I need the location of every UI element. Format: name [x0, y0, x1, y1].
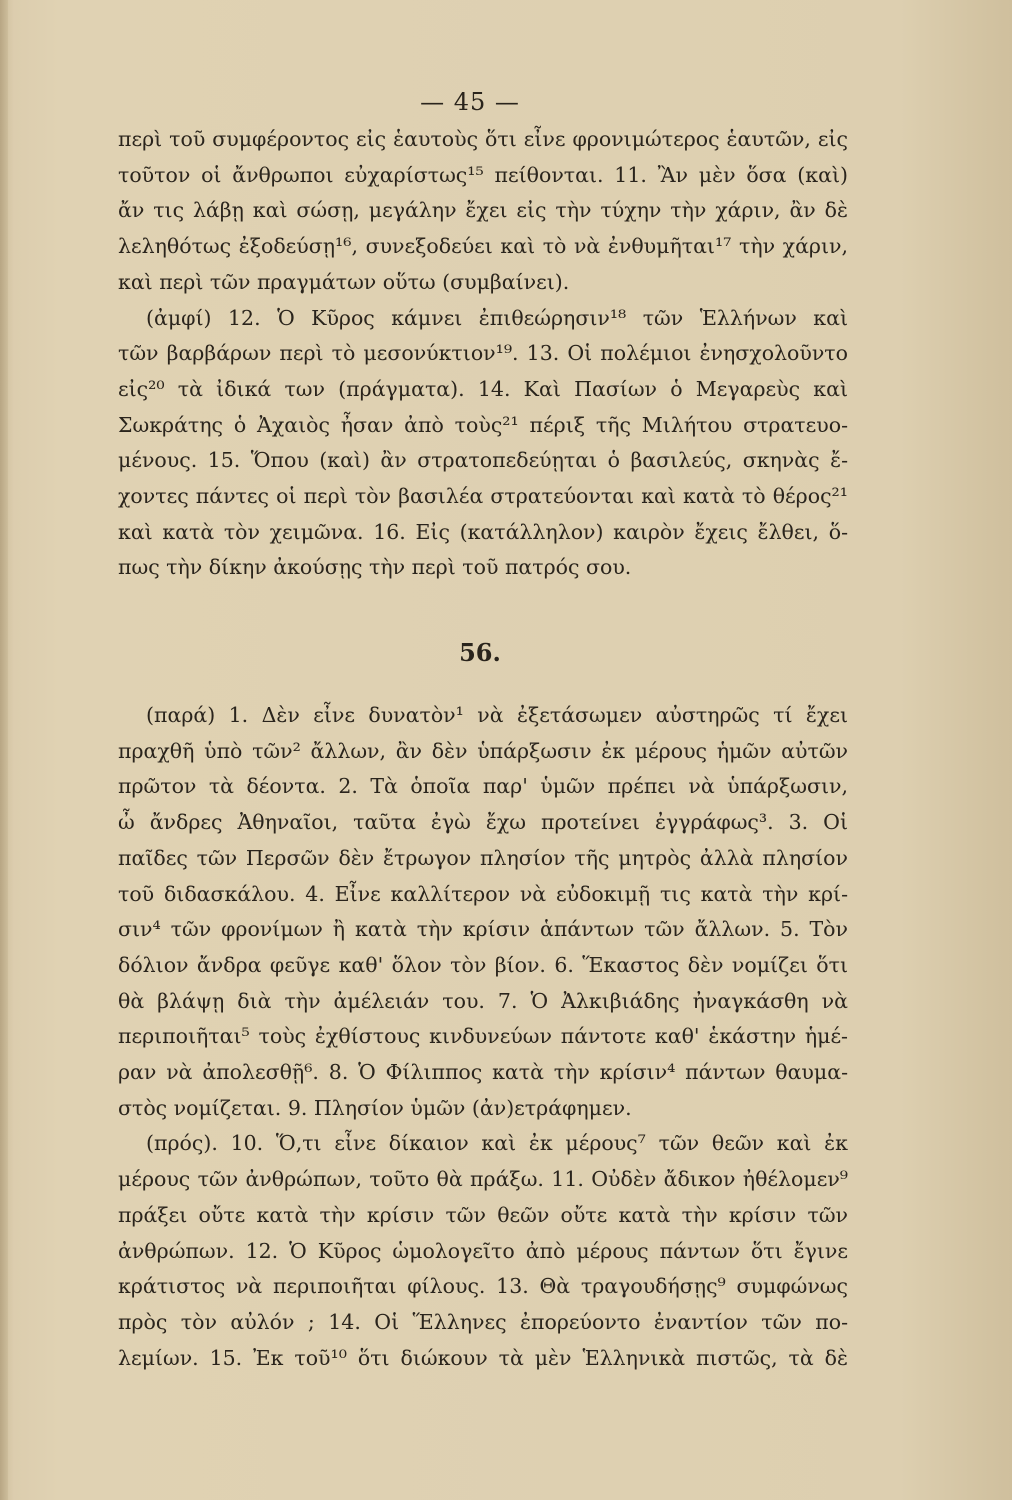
- text-line: λεμίων. 15. Ἐκ τοῦ¹⁰ ὅτι διώκουν τὰ μὲν Ἑλληνικὰ πιστῶς, τὰ δὲ: [118, 1345, 848, 1370]
- text-line: τῶν βαρβάρων περὶ τὸ μεσονύκτιον¹⁹. 13. Οἱ πολέμιοι ἐνησχολοῦντο: [118, 341, 848, 366]
- text-line: τοῦτον οἱ ἄνθρωποι εὐχαρίστως¹⁵ πείθονται. 11. Ἂν μὲν ὅσα (καὶ): [118, 162, 848, 187]
- text-line: θὰ βλάψῃ διὰ τὴν ἀμέλειάν του. 7. Ὁ Ἀλκιβιάδης ἠναγκάσθη νὰ: [118, 988, 848, 1013]
- text-line: πρὸς τὸν αὐλόν ; 14. Οἱ Ἕλληνες ἐπορεύοντο ἐναντίον τῶν πο-: [118, 1309, 848, 1334]
- text-line: σιν⁴ τῶν φρονίμων ἢ κατὰ τὴν κρίσιν ἁπάντων τῶν ἄλλων. 5. Τὸν: [118, 917, 848, 942]
- text-line: κράτιστος νὰ περιποιῆται φίλους. 13. Θὰ τραγουδήσῃς⁹ συμφώνως: [118, 1274, 848, 1299]
- text-line: πράξει οὔτε κατὰ τὴν κρίσιν τῶν θεῶν οὔτε κατὰ τὴν κρίσιν τῶν: [118, 1202, 848, 1227]
- text-line: πως τὴν δίκην ἀκούσῃς τὴν περὶ τοῦ πατρός σου.: [118, 555, 632, 580]
- text-section-55: [118, 122, 848, 586]
- text-line: περιποιῆται⁵ τοὺς ἐχθίστους κινδυνεύων πάντοτε καθ' ἑκάστην ἡμέ-: [118, 1024, 848, 1049]
- text-line: πραχθῆ ὑπὸ τῶν² ἄλλων, ἂν δὲν ὑπάρξωσιν ἐκ μέρους ἡμῶν αὐτῶν: [118, 738, 848, 763]
- text-line: ὦ ἄνδρες Ἀθηναῖοι, ταῦτα ἐγὼ ἔχω προτείνει ἐγγράφως³. 3. Οἱ: [118, 810, 848, 835]
- text-line: χοντες πάντες οἱ περὶ τὸν βασιλέα στρατεύονται καὶ κατὰ τὸ θέρος²¹: [118, 484, 848, 509]
- text-line: δόλιον ἄνδρα φεῦγε καθ' ὅλον τὸν βίον. 6. Ἕκαστος δὲν νομίζει ὅτι: [118, 952, 848, 977]
- text-line: μένους. 15. Ὅπου (καὶ) ἂν στρατοπεδεύῃται ὁ βασιλεύς, σκηνὰς ἔ-: [118, 448, 848, 473]
- text-line: (ἀμφί) 12. Ὁ Κῦρος κάμνει ἐπιθεώρησιν¹⁸ τῶν Ἑλλήνων καὶ: [146, 305, 848, 330]
- text-line: ἀνθρώπων. 12. Ὁ Κῦρος ὡμολογεῖτο ἀπὸ μέρους πάντων ὅτι ἔγινε: [118, 1238, 848, 1263]
- text-line: εἰς²⁰ τὰ ἰδικά των (πράγματα). 14. Καὶ Πασίων ὁ Μεγαρεὺς καὶ: [118, 376, 848, 401]
- text-line: πρῶτον τὰ δέοντα. 2. Τὰ ὁποῖα παρ' ὑμῶν πρέπει νὰ ὑπάρξωσιν,: [118, 774, 848, 799]
- text-line: Σωκράτης ὁ Ἀχαιὸς ἦσαν ἀπὸ τοὺς²¹ πέριξ τῆς Μιλήτου στρατευο-: [118, 412, 848, 437]
- text-section-56: [118, 698, 848, 1376]
- text-line: ραν νὰ ἀπολεσθῇ⁶. 8. Ὁ Φίλιππος κατὰ τὴν κρίσιν⁴ πάντων θαυμα-: [118, 1060, 848, 1085]
- page-binding-edge: [0, 0, 8, 1500]
- page-number: — 45 —: [420, 88, 520, 116]
- text-line: καὶ κατὰ τὸν χειμῶνα. 16. Εἰς (κατάλληλον) καιρὸν ἔχεις ἔλθει, ὅ-: [118, 519, 848, 544]
- text-line: μέρους τῶν ἀνθρώπων, τοῦτο θὰ πράξω. 11. Οὐδὲν ἄδικον ἠθέλομεν⁹: [118, 1167, 848, 1192]
- section-heading: 56.: [459, 638, 501, 667]
- text-line: (πρός). 10. Ὅ,τι εἶνε δίκαιον καὶ ἐκ μέρους⁷ τῶν θεῶν καὶ ἐκ: [146, 1131, 848, 1156]
- text-line: στὸς νομίζεται. 9. Πλησίον ὑμῶν (ἀν)ετράφημεν.: [118, 1095, 632, 1120]
- text-line: παῖδες τῶν Περσῶν δὲν ἔτρωγον πλησίον τῆς μητρὸς ἀλλὰ πλησίον: [118, 845, 848, 870]
- text-line: (παρά) 1. Δὲν εἶνε δυνατὸν¹ νὰ ἐξετάσωμεν αὐστηρῶς τί ἔχει: [146, 703, 848, 727]
- text-line: λεληθότως ἐξοδεύσῃ¹⁶, συνεξοδεύει καὶ τὸ νὰ ἐνθυμῆται¹⁷ τὴν χάριν,: [118, 234, 848, 259]
- text-line: καὶ περὶ τῶν πραγμάτων οὕτω (συμβαίνει).: [118, 269, 570, 294]
- text-line: περὶ τοῦ συμφέροντος εἰς ἑαυτοὺς ὅτι εἶνε φρονιμώτερος ἑαυτῶν, εἰς: [118, 127, 848, 151]
- text-line: ἄν τις λάβῃ καὶ σώσῃ, μεγάλην ἔχει εἰς τὴν τύχην τὴν χάριν, ἂν δὲ: [118, 198, 848, 223]
- text-line: τοῦ διδασκάλου. 4. Εἶνε καλλίτερον νὰ εὐδοκιμῇ τις κατὰ τὴν κρί-: [118, 881, 848, 906]
